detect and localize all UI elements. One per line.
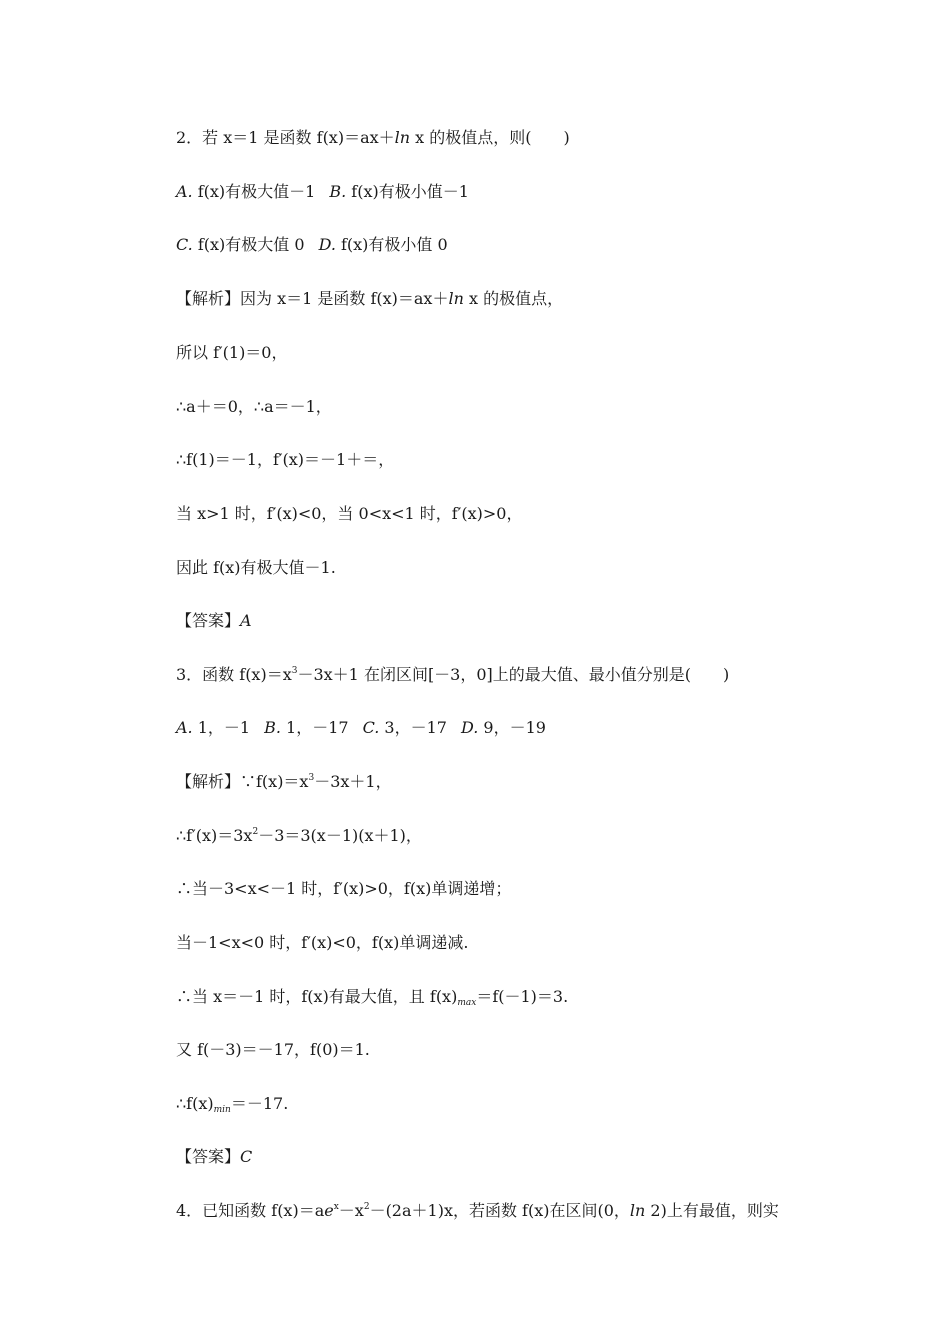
option-letter: A.: [176, 182, 193, 201]
q2-analysis-line: 【解析】因为 x＝1 是函数 f(x)＝ax＋ln x 的极值点，: [176, 289, 564, 308]
q3-answer: 【答案】C: [176, 1147, 253, 1166]
q3-analysis-line: 又 f(－3)＝－17，f(0)＝1.: [176, 1040, 370, 1059]
option-letter: D.: [318, 235, 336, 254]
q3-analysis-line: 当－1<x<0 时，f′(x)<0，f(x)单调递减.: [176, 933, 469, 952]
q2-options-ab: A. f(x)有极大值－1 B. f(x)有极小值－1: [176, 182, 469, 201]
q3-options: A. 1，－1 B. 1，－17 C. 3，－17 D. 9，－19: [176, 718, 546, 737]
q3-stem: 3．函数 $f(x)=x^3-3x+1$ 在闭区间[－3，0]上的最大值、最小值分别是( ): [176, 665, 730, 684]
option-letter: B.: [329, 182, 347, 201]
option-letter: B.: [264, 718, 281, 737]
q3-analysis-line: $\therefore f'(x)=3x^2-3=3(x-1)(x+1)$，: [176, 826, 422, 845]
q2-analysis-line: 因此 f(x)有极大值－1.: [176, 558, 336, 577]
q2-options-cd: C. f(x)有极大值 0 D. f(x)有极小值 0: [176, 235, 448, 254]
q2-analysis-line: 当 x>1 时，f′(x)<0，当 0<x<1 时，f′(x)>0，: [176, 504, 523, 523]
option-letter: C.: [176, 235, 193, 254]
q2-analysis-line: ∴f(1)＝－1，f′(x)＝－1＋＝，: [176, 450, 395, 469]
q2-analysis-line: ∴a＋＝0，∴a＝－1，: [176, 397, 332, 416]
q4-stem: 4．已知函数 $f(x)=ae^x-x^2-(2a+1)x$，若函数 f(x)在区间(0，ln 2)上有最值，则实: [176, 1201, 779, 1220]
option-letter: C.: [362, 718, 380, 737]
q3-analysis-line: 【解析】$\because f(x)=x^3-3x+1$，: [176, 772, 392, 791]
q2-stem: 2．若 x＝1 是函数 f(x)＝ax＋ln x 的极值点，则( ): [176, 128, 570, 147]
option-letter: D.: [460, 718, 479, 737]
option-letter: A.: [176, 718, 193, 737]
q3-analysis-line: $\therefore f(x)_{min}=-17$.: [176, 1094, 289, 1115]
q3-analysis-line: ∴当 x＝－1 时，f(x)有最大值，且 $f(x)_{max}=f(-1)=3$.: [176, 987, 569, 1008]
q2-analysis-line: 所以 f′(1)＝0，: [176, 343, 288, 362]
q2-answer: 【答案】A: [176, 611, 252, 630]
q3-analysis-line: ∴当－3<x<－1 时，f′(x)>0，f(x)单调递增；: [176, 879, 512, 898]
